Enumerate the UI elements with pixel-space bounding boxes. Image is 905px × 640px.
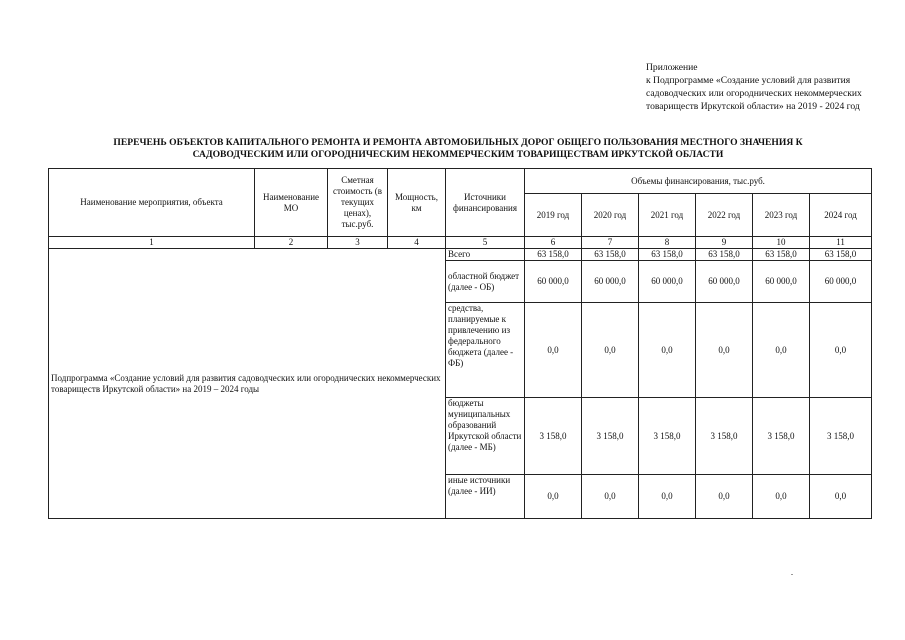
column-number: 11 (810, 237, 872, 249)
value-cell: 3 158,0 (582, 398, 639, 475)
column-number: 10 (753, 237, 810, 249)
column-number: 8 (639, 237, 696, 249)
source-cell: бюджеты муниципальных образований Иркутской области (далее - МБ) (446, 398, 525, 475)
value-cell: 0,0 (696, 303, 753, 398)
value-cell: 60 000,0 (525, 261, 582, 303)
header-year: 2023 год (753, 194, 810, 237)
appendix-line: Приложение (646, 62, 698, 73)
value-cell: 63 158,0 (639, 249, 696, 261)
value-cell: 60 000,0 (810, 261, 872, 303)
value-cell: 0,0 (525, 303, 582, 398)
value-cell: 0,0 (525, 475, 582, 519)
column-number: 6 (525, 237, 582, 249)
appendix-line: садоводческих или огороднических некоммерческих (646, 88, 862, 99)
header-mo: Наименование МО (255, 169, 328, 237)
header-power: Мощность, км (388, 169, 446, 237)
document-title (48, 137, 868, 161)
appendix-line: к Подпрограмме «Создание условий для развития (646, 75, 851, 86)
value-cell: 0,0 (810, 303, 872, 398)
column-number: 5 (446, 237, 525, 249)
appendix-note (646, 61, 862, 113)
column-number: 4 (388, 237, 446, 249)
value-cell: 0,0 (696, 475, 753, 519)
value-cell: 3 158,0 (753, 398, 810, 475)
title-line: ПЕРЕЧЕНЬ ОБЪЕКТОВ КАПИТАЛЬНОГО РЕМОНТА И РЕМОНТА АВТОМОБИЛЬНЫХ ДОРОГ ОБЩЕГО ПОЛЬЗОВАНИЯ МЕСТНОГО ЗНАЧЕНИЯ К (113, 137, 803, 148)
value-cell: 63 158,0 (525, 249, 582, 261)
table-row (49, 249, 872, 261)
value-cell: 60 000,0 (639, 261, 696, 303)
source-cell: средства, планируемые к привлечению из федерального бюджета (далее - ФБ) (446, 303, 525, 398)
value-cell: 63 158,0 (810, 249, 872, 261)
header-cost: Сметная стоимость (в текущих ценах), тыс.руб. (328, 169, 388, 237)
title-line: САДОВОДЧЕСКИМ ИЛИ ОГОРОДНИЧЕСКИМ НЕКОММЕРЧЕСКИМ ТОВАРИЩЕСТВАМ ИРКУТСКОЙ ОБЛАСТИ (192, 149, 724, 160)
header-sources: Источники финансирования (446, 169, 525, 237)
column-number: 2 (255, 237, 328, 249)
value-cell: 0,0 (582, 475, 639, 519)
scan-speck (791, 574, 793, 575)
value-cell: 3 158,0 (525, 398, 582, 475)
value-cell: 0,0 (753, 475, 810, 519)
value-cell: 0,0 (810, 475, 872, 519)
value-cell: 0,0 (582, 303, 639, 398)
header-year: 2021 год (639, 194, 696, 237)
header-year: 2022 год (696, 194, 753, 237)
source-cell: иные источники (далее - ИИ) (446, 475, 525, 519)
value-cell: 63 158,0 (582, 249, 639, 261)
header-event: Наименование мероприятия, объекта (49, 169, 255, 237)
column-number: 7 (582, 237, 639, 249)
financing-table (48, 168, 872, 519)
value-cell: 63 158,0 (696, 249, 753, 261)
column-number: 9 (696, 237, 753, 249)
header-year: 2020 год (582, 194, 639, 237)
value-cell: 3 158,0 (696, 398, 753, 475)
value-cell: 63 158,0 (753, 249, 810, 261)
value-cell: 3 158,0 (639, 398, 696, 475)
source-cell: областной бюджет (далее - ОБ) (446, 261, 525, 303)
value-cell: 60 000,0 (696, 261, 753, 303)
value-cell: 60 000,0 (753, 261, 810, 303)
column-number: 1 (49, 237, 255, 249)
column-number-row (49, 237, 872, 249)
header-volumes: Объемы финансирования, тыс.руб. (525, 169, 872, 194)
value-cell: 0,0 (639, 475, 696, 519)
subprogram-name: Подпрограмма «Создание условий для развития садоводческих или огороднических некоммерческих товариществ Иркутской области» на 2019 – 2024 годы (49, 249, 446, 519)
value-cell: 0,0 (753, 303, 810, 398)
appendix-line: товариществ Иркутской области» на 2019 - 2024 год (646, 101, 860, 112)
column-number: 3 (328, 237, 388, 249)
value-cell: 0,0 (639, 303, 696, 398)
header-year: 2019 год (525, 194, 582, 237)
value-cell: 3 158,0 (810, 398, 872, 475)
header-year: 2024 год (810, 194, 872, 237)
value-cell: 60 000,0 (582, 261, 639, 303)
source-cell: Всего (446, 249, 525, 261)
